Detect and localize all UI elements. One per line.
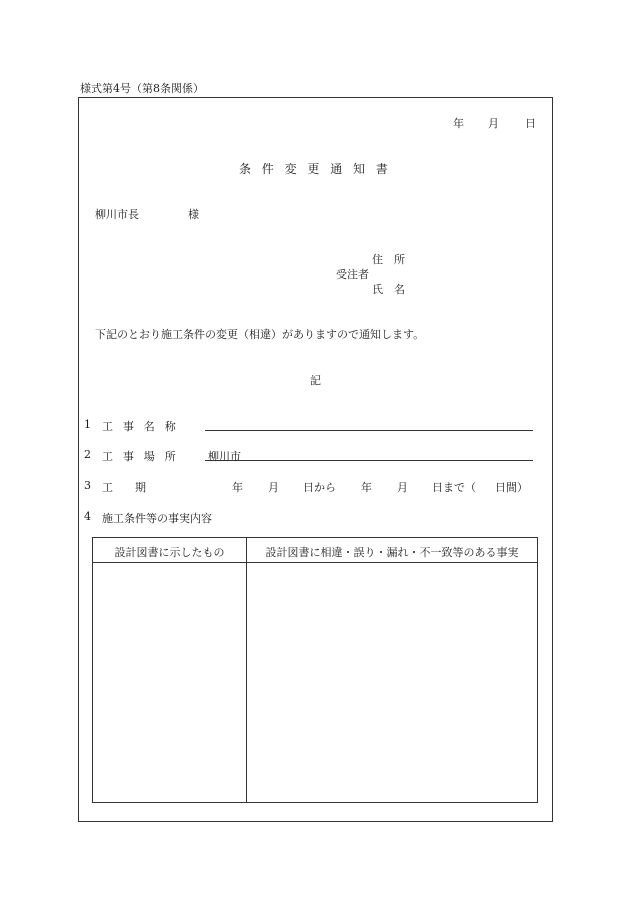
period-end-day: 日まで（ [432,481,476,494]
period-end-year: 年 [361,481,372,494]
item-1-number: 1 [84,418,91,431]
item-2-label: 工事場所 [102,450,186,463]
period-end-month: 月 [397,481,408,494]
date-month-label: 月 [488,117,499,130]
item-2-number: 2 [84,448,91,461]
item-4-label: 施工条件等の事実内容 [102,512,212,525]
column-header-design-docs: 設計図書に示したもの [114,546,225,559]
period-days: 日間） [495,481,528,494]
period-start-month: 月 [268,481,279,494]
column-header-discrepancy-facts: 設計図書に相違・誤り・漏れ・不一致等のある事実 [265,546,519,559]
addressee-name: 柳川市長 [95,208,139,221]
contractor-label: 受注者 [336,268,369,281]
ki-heading: 記 [310,374,321,387]
item-3-label: 工 期 [102,481,146,494]
construction-name-underline [205,430,533,431]
date-year-label: 年 [453,117,464,130]
item-4-number: 4 [84,510,91,523]
intro-text: 下記のとおり施工条件の変更（相違）がありますので通知します。 [95,328,425,341]
facts-table [92,537,538,803]
form-number: 様式第4号（第8条関係） [80,82,204,95]
date-day-label: 日 [525,117,536,130]
design-docs-content-cell[interactable] [93,563,246,802]
construction-location-value[interactable]: 柳川市 [208,450,241,463]
address-label: 住 所 [372,253,405,266]
construction-location-underline [205,460,533,461]
period-start-year: 年 [232,481,243,494]
discrepancy-facts-content-cell[interactable] [247,563,537,802]
item-3-number: 3 [84,479,91,492]
addressee-honorific: 様 [188,208,199,221]
name-label: 氏 名 [372,283,405,296]
item-1-label: 工事名称 [102,420,186,433]
document-title: 条件変更通知書 [239,162,399,176]
period-start-day: 日から [303,481,336,494]
